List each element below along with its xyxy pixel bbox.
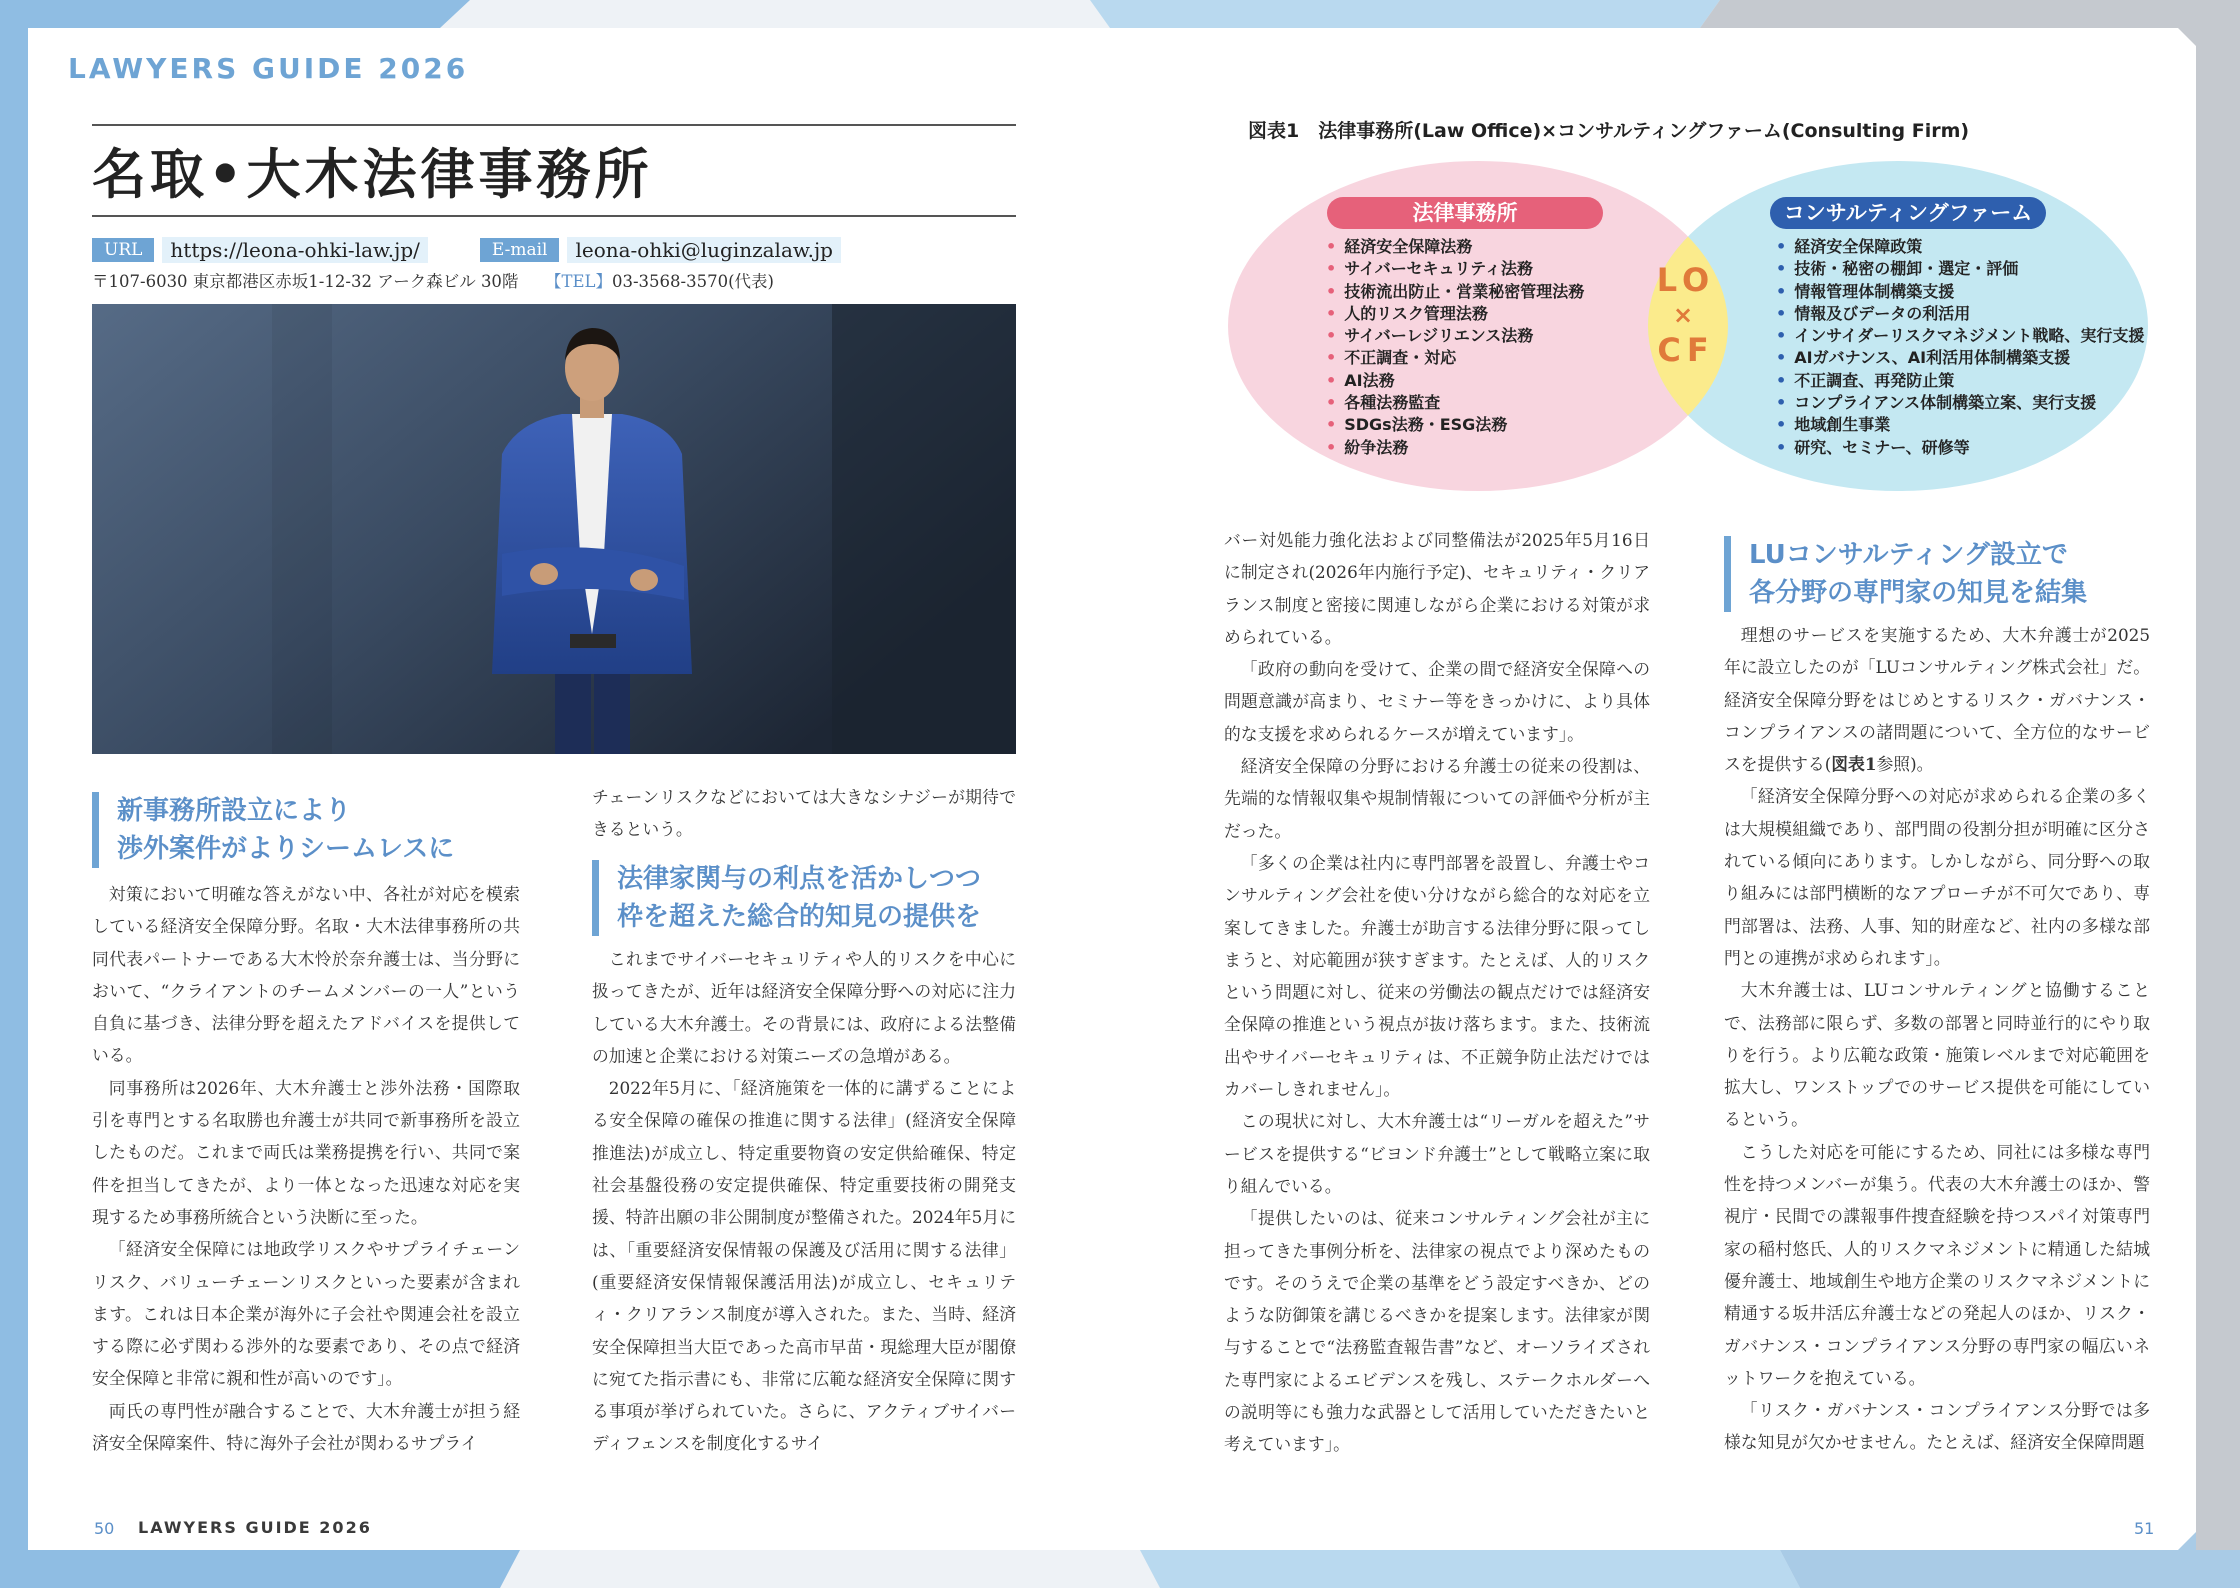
list-item: • SDGs法務・ESG法務 [1326, 414, 1584, 436]
list-item: • 不正調査・対応 [1326, 347, 1584, 369]
paragraph: 同事務所は2026年、大木弁護士と渉外法務・国際取引を専門とする名取勝也弁護士が共同で新事務所を設立したものだ。これまで両氏は業務提携を行い、共同で案件を担当してきたが、より一体となった迅速な対応を実現するため事務所統合という決断に至った。 [92, 1077, 520, 1227]
paragraph: 大木弁護士は、LUコンサルティングと協働することで、法務部に限らず、多数の部署と同時並行的にやり取りを行う。より広範な政策・施策レベルまで対応範囲を拡大し、ワンストップでのサービス提供を可能にしているという。 [1724, 980, 2150, 1130]
cross-mark: × [1672, 301, 1700, 329]
page-number-right: 51 [2134, 1519, 2155, 1538]
figure-title: 図表1 法律事務所(Law Office)×コンサルティングファーム(Consulting Firm) [1248, 120, 1970, 142]
figure-reference: 図表1 [1831, 754, 1877, 775]
list-item: • 経済安全保障法務 [1326, 236, 1584, 258]
list-item: • AI法務 [1326, 370, 1584, 392]
list-item: • コンプライアンス体制構築立案、実行支援 [1776, 392, 2144, 414]
list-item: • インサイダーリスクマネジメント戦略、実行支援 [1776, 325, 2144, 347]
cf-text: CF [1657, 331, 1715, 369]
paragraph: 「提供したいのは、従来コンサルティング会社が主に担ってきた事例分析を、法律家の視点でより深めたものです。そのうえで企業の基準をどう設定すべきか、どのような防御策を講じるべきかを提案します。法律家が関与することで“法務監査報告書”など、オーソライズされた専門家によるエビデンスを残し、ステークホルダーへの説明等にも強力な武器として活用していただきたいと考えています」。 [1224, 1208, 1650, 1455]
title-rule-top [92, 124, 1016, 126]
paragraph: 理想のサービスを実施するため、大木弁護士が2025年に設立したのが「LUコンサルティング株式会社」だ。経済安全保障分野をはじめとするリスク・ガバナンス・コンプライアンスの諸問題について、全方位的なサービスを提供する(図表1参照)。 [1724, 625, 2150, 775]
column-4-text [1724, 619, 2150, 1459]
subheading-1 [92, 792, 537, 868]
list-item: • 不正調査、再発防止策 [1776, 370, 2144, 392]
footer-title: LAWYERS GUIDE 2026 [138, 1518, 372, 1537]
paragraph: 対策において明確な答えがない中、各社が対応を模索している経済安全保障分野。名取・大木法律事務所の共同代表パートナーである大木怜於奈弁護士は、当分野において、“クライアントのチームメンバーの一人”という自負に基づき、法律分野を超えたアドバイスを提供している。 [92, 884, 520, 1066]
column-1-text [92, 878, 520, 1459]
list-item: • 各種法務監査 [1326, 392, 1584, 414]
firm-name: 名取•大木法律事務所 [92, 143, 653, 206]
paragraph: 2022年5月に、「経済施策を一体的に講ずることによる安全保障の確保の推進に関する法律」(経済安全保障推進法)が成立し、特定重要物資の安定供給確保、特定社会基盤役務の安定提供確保、特定重要技術の開発支援、特許出願の非公開制度が整備された。2024年5月には、「重要経済安保情報の保護及び活用に関する法律」(重要経済安保情報保護活用法)が成立し、セキュリティ・クリアランス制度が導入された。また、当時、経済安全保障担当大臣であった高市早苗・現総理大臣が閣僚に宛てた指示書にも、非常に広範な経済安全保障に関する事項が挙げられていた。さらに、アクティブサイバーディフェンスを制度化するサイ [592, 1078, 1016, 1454]
page-number-left: 50 [94, 1519, 115, 1538]
running-header: LAWYERS GUIDE 2026 [68, 52, 469, 85]
address-line [92, 268, 774, 292]
paragraph: バー対処能力強化法および同整備法が2025年5月16日に制定され(2026年内施行予定)、セキュリティ・クリアランス制度と密接に関連しながら企業における対策が求められている。 [1224, 530, 1650, 647]
paragraph: 「政府の動向を受けて、企業の間で経済安全保障への問題意識が高まり、セミナー等をきっかけに、より具体的な支援を求められるケースが増えています」。 [1224, 659, 1650, 744]
corner-fold [2178, 1532, 2196, 1550]
list-item: • 情報管理体制構築支援 [1776, 281, 2144, 303]
portrait-photo [92, 304, 1016, 754]
column-2-text [592, 943, 1016, 1460]
subheading-1-line2: 渉外案件がよりシームレスに [117, 834, 455, 864]
paragraph: チェーンリスクなどにおいては大きなシナジーが期待できるという。 [592, 787, 1016, 840]
list-item: • 地域創生事業 [1776, 414, 2144, 436]
list-item: • サイバーレジリエンス法務 [1326, 325, 1584, 347]
lo-text: LO [1656, 261, 1716, 299]
law-office-label: 法律事務所 [1327, 197, 1603, 229]
paragraph: こうした対応を可能にするため、同社には多様な専門性を持つメンバーが集う。代表の大木弁護士のほか、警視庁・民間での諜報事件捜査経験を持つスパイ対策専門家の稲村悠氏、人的リスクマネジメントに精通した結城優弁護士、地域創生や地方企業のリスクマネジメントに精通する坂井活広弁護士などの発起人のほか、リスク・ガバナンス・コンプライアンス分野の専門家の幅広いネットワークを抱えている。 [1724, 1141, 2150, 1388]
paragraph: 経済安全保障の分野における弁護士の従来の役割は、先端的な情報収集や規制情報についての評価や分析が主だった。 [1224, 756, 1650, 841]
law-office-list [1326, 236, 1584, 459]
list-item: • 研究、セミナー、研修等 [1776, 437, 2144, 459]
list-item: • 人的リスク管理法務 [1326, 303, 1584, 325]
subheading-1-line1: 新事務所設立により [117, 796, 352, 826]
list-item: • サイバーセキュリティ法務 [1326, 258, 1584, 280]
subheading-2-line1: 法律家関与の利点を活かしつつ [617, 864, 982, 894]
url-link[interactable]: https://leona-ohki-law.jp/ [162, 237, 427, 263]
subheading-3-line1: LUコンサルティング設立で [1749, 540, 2068, 570]
paragraph: 「経済安全保障分野への対応が求められる企業の多くは大規模組織であり、部門間の役割分担が明確に区分されている傾向にあります。しかしながら、同分野への取り組みには部門横断的なアプローチが不可欠であり、専門部署は、法務、人事、知的財産など、社内の多様な部門との連携が求められます」。 [1724, 786, 2150, 968]
paragraph: 「多くの企業は社内に専門部署を設置し、弁護士やコンサルティング会社を使い分けながら総合的な対応を立案してきました。弁護士が助言する法律分野に限ってしまうと、対応範囲が狭すぎます。たとえば、人的リスクという問題に対し、従来の労働法の観点だけでは経済安全保障の推進という視点が抜け落ちます。また、技術流出やサイバーセキュリティは、不正競争防止法だけではカバーしきれません」。 [1224, 852, 1650, 1100]
address: 〒107-6030 東京都港区赤坂1-12-32 アーク森ビル 30階 [92, 272, 519, 291]
list-item: • AIガバナンス、AI利活用体制構築支援 [1776, 347, 2144, 369]
paragraph: この現状に対し、大木弁護士は“リーガルを超えた”サービスを提供する“ビヨンド弁護士”として戦略立案に取り組んでいる。 [1224, 1111, 1650, 1196]
paragraph: これまでサイバーセキュリティや人的リスクを中心に扱ってきたが、近年は経済安全保障分野への対応に注力している大木弁護士。その背景には、政府による法整備の加速と企業における対策ニーズの急増がある。 [592, 949, 1016, 1066]
tel-number: 03-3568-3570(代表) [611, 272, 774, 291]
paragraph: 「リスク・ガバナンス・コンプライアンス分野では多様な知見が欠かせません。たとえば、経済安全保障問題 [1724, 1400, 2150, 1453]
email-label: E-mail [480, 238, 560, 262]
lo-cf-mark [1616, 258, 1756, 372]
consulting-firm-list [1776, 236, 2144, 459]
email-link[interactable]: leona-ohki@luginzalaw.jp [567, 237, 841, 263]
subheading-3 [1724, 536, 2169, 612]
contact-line [92, 236, 841, 264]
subheading-2-line2: 枠を超えた総合的知見の提供を [617, 902, 982, 932]
tel-label: 【TEL】 [544, 272, 612, 291]
list-item: • 紛争法務 [1326, 437, 1584, 459]
consulting-firm-label: コンサルティングファーム [1770, 197, 2046, 229]
list-item: • 経済安全保障政策 [1776, 236, 2144, 258]
list-item: • 技術・秘密の棚卸・選定・評価 [1776, 258, 2144, 280]
column-3-text [1224, 524, 1650, 1461]
url-label: URL [92, 238, 154, 262]
column-2-text-top [592, 781, 1016, 846]
paragraph: 両氏の専門性が融合することで、大木弁護士が担う経済安全保障案件、特に海外子会社が関わるサプライ [92, 1400, 520, 1454]
paragraph: 「経済安全保障には地政学リスクやサプライチェーンリスク、バリューチェーンリスクといった要素が含まれます。これは日本企業が海外に子会社や関連会社を設立する際に必ず関わる渉外的な要素であり、その点で経済安全保障と非常に親和性が高いのです」。 [92, 1239, 520, 1389]
list-item: • 技術流出防止・営業秘密管理法務 [1326, 281, 1584, 303]
subheading-2 [592, 860, 1037, 936]
list-item: • 情報及びデータの利活用 [1776, 303, 2144, 325]
subheading-3-line2: 各分野の専門家の知見を結集 [1749, 578, 2088, 608]
corner-fold [2178, 28, 2196, 46]
title-rule-bottom [92, 215, 1016, 217]
